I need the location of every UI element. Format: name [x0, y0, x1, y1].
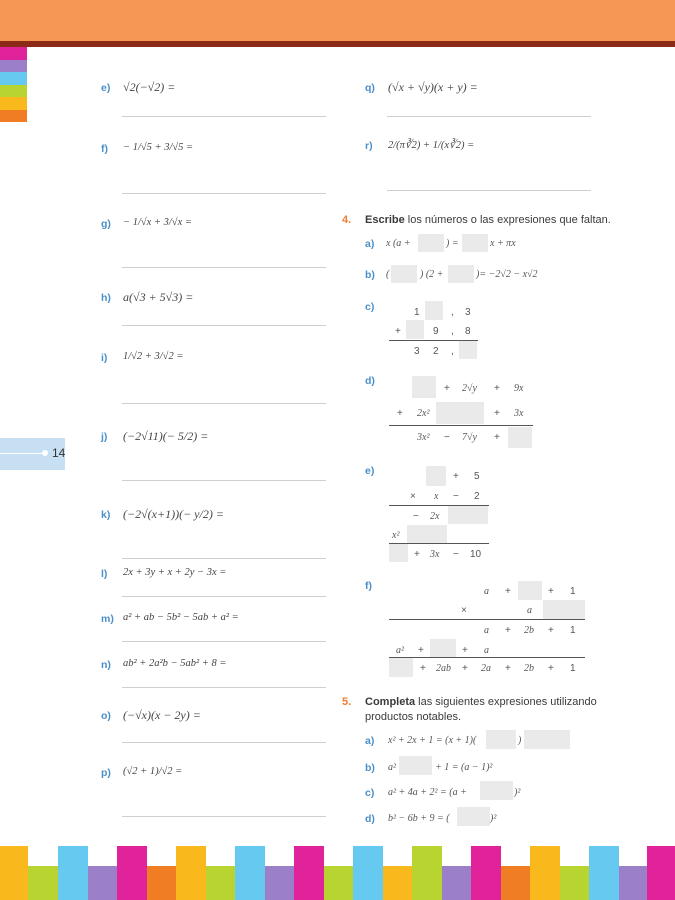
item-label-4f: f) — [365, 580, 372, 592]
term: a — [527, 605, 532, 616]
item-label-4e: e) — [365, 465, 375, 477]
item-label-k: k) — [101, 509, 111, 521]
item-label-p: p) — [101, 767, 111, 779]
stripe — [88, 866, 117, 900]
operation-line — [389, 425, 533, 426]
stripe — [58, 846, 88, 900]
digit: 2 — [474, 491, 480, 502]
digit: 3 — [414, 346, 420, 357]
term: 2√y — [462, 383, 477, 394]
stripe — [117, 846, 147, 900]
item-label-o: o) — [101, 710, 111, 722]
expression-p: (√2 + 1)/√2 = — [123, 766, 183, 777]
expr-5d-part2: )² — [490, 813, 497, 824]
minus-sign: − — [413, 511, 419, 522]
section-5-number: 5. — [342, 696, 352, 708]
term: 2a — [481, 663, 491, 674]
expr-4a-part1: x (a + — [386, 238, 411, 249]
item-label-4d: d) — [365, 375, 375, 387]
item-label-n: n) — [101, 659, 111, 671]
section-5-text: las siguientes expresiones utilizando — [415, 696, 597, 708]
stripe — [471, 846, 501, 900]
term: 2ab — [436, 663, 451, 674]
digit: 2 — [433, 346, 439, 357]
plus-sign: + — [494, 432, 500, 443]
stripe — [619, 866, 647, 900]
answer-box[interactable] — [448, 265, 474, 283]
term: a — [484, 645, 489, 656]
item-label-q: q) — [365, 82, 375, 94]
answer-box[interactable] — [407, 525, 447, 543]
section-4-instruction — [365, 213, 611, 228]
stripe — [383, 866, 412, 900]
answer-line — [122, 641, 326, 642]
item-label-m: m) — [101, 613, 114, 625]
item-label-5b: b) — [365, 762, 375, 774]
plus-sign: + — [505, 663, 511, 674]
color-tab — [0, 60, 27, 73]
page-number: 14 — [52, 446, 66, 460]
page-number-tab — [0, 438, 65, 470]
plus-sign: + — [494, 383, 500, 394]
expression-j: (−2√11)(− 5/2) = — [123, 429, 209, 443]
answer-line — [122, 596, 326, 597]
plus-sign: + — [462, 645, 468, 656]
expression-f: − 1/√5 + 3/√5 = — [123, 142, 194, 153]
expression-k: (−2√(x+1))(− y/2) = — [123, 507, 224, 521]
comma: , — [451, 307, 454, 318]
answer-box[interactable] — [462, 234, 488, 252]
plus-sign: + — [462, 663, 468, 674]
answer-box[interactable] — [524, 730, 570, 749]
answer-box[interactable] — [508, 427, 532, 448]
plus-sign: + — [444, 383, 450, 394]
item-label-f: f) — [101, 143, 108, 155]
answer-line — [387, 190, 591, 191]
expr-4b-part1: ( — [386, 269, 390, 280]
left-color-tabs — [0, 47, 27, 122]
stripe — [324, 866, 353, 900]
section-5-instruction-line2: productos notables. — [365, 711, 462, 723]
page-header-band — [0, 0, 675, 41]
expression-r: 2/(π∛2) + 1/(x∛2) = — [388, 140, 475, 151]
stripe — [265, 866, 294, 900]
item-label-r: r) — [365, 140, 373, 152]
digit: 5 — [474, 471, 480, 482]
stripe — [147, 866, 176, 900]
item-label-e: e) — [101, 82, 111, 94]
page-tab-line — [0, 453, 44, 454]
digit: 1 — [570, 625, 576, 636]
answer-line — [122, 558, 326, 559]
digit: 1 — [570, 663, 576, 674]
item-label-4b: b) — [365, 269, 375, 281]
color-tab — [0, 110, 27, 123]
section-5-instruction — [365, 695, 597, 710]
answer-box[interactable] — [457, 807, 490, 826]
expression-m: a² + ab − 5b² − 5ab + a² = — [123, 612, 239, 623]
answer-line — [387, 116, 591, 117]
answer-line — [122, 816, 326, 817]
operation-line — [389, 619, 585, 620]
color-tab — [0, 85, 27, 98]
item-label-4a: a) — [365, 238, 375, 250]
stripe — [0, 846, 28, 900]
comma: , — [451, 346, 454, 357]
expr-5a-part1: x² + 2x + 1 = (x + 1)( — [388, 735, 477, 746]
stripe — [501, 866, 530, 900]
item-label-5a: a) — [365, 735, 375, 747]
answer-line — [122, 742, 326, 743]
item-label-4c: c) — [365, 301, 375, 313]
stripe — [353, 846, 383, 900]
plus-sign: + — [397, 408, 403, 419]
item-label-5c: c) — [365, 787, 375, 799]
answer-box[interactable] — [425, 301, 443, 320]
stripe — [589, 846, 619, 900]
stripe — [235, 846, 265, 900]
term: 3x² — [417, 432, 430, 443]
section-5-verb: Completa — [365, 696, 416, 708]
answer-line — [122, 687, 326, 688]
expression-i: 1/√2 + 3/√2 = — [123, 351, 184, 362]
term: x² — [392, 530, 400, 541]
expression-o: (−√x)(x − 2y) = — [123, 708, 201, 722]
color-tab — [0, 97, 27, 110]
plus-sign: + — [505, 625, 511, 636]
term: 2b — [524, 625, 534, 636]
expr-5d-part1: b² − 6b + 9 = ( — [388, 813, 450, 824]
stripe — [176, 846, 206, 900]
expr-4b-part3: )= −2√2 − x√2 — [476, 269, 538, 280]
expr-4b-part2: ) (2 + — [420, 269, 444, 280]
term: a — [484, 586, 489, 597]
answer-box[interactable] — [480, 781, 513, 800]
plus-sign: + — [494, 408, 500, 419]
stripe — [647, 846, 675, 900]
digit: 9 — [433, 326, 439, 337]
answer-box[interactable] — [448, 506, 488, 524]
comma: , — [451, 326, 454, 337]
stripe — [294, 846, 324, 900]
section-4-verb: Escribe — [365, 214, 405, 226]
answer-box[interactable] — [389, 658, 413, 677]
plus-sign: + — [395, 326, 401, 337]
expr-5a-part2: ) — [518, 735, 522, 746]
plus-sign: + — [414, 549, 420, 560]
item-label-l: l) — [101, 568, 108, 580]
answer-box[interactable] — [430, 639, 456, 657]
times-sign: × — [410, 491, 416, 502]
term: 9x — [514, 383, 524, 394]
answer-line — [122, 325, 326, 326]
minus-sign: − — [444, 432, 450, 443]
plus-sign: + — [420, 663, 426, 674]
item-label-5d: d) — [365, 813, 375, 825]
plus-sign: + — [548, 663, 554, 674]
answer-box[interactable] — [389, 544, 408, 562]
answer-box[interactable] — [426, 466, 446, 486]
expression-h: a(√3 + 5√3) = — [123, 290, 194, 304]
stripe — [560, 866, 589, 900]
section-4-number: 4. — [342, 214, 352, 226]
answer-box[interactable] — [486, 730, 516, 749]
term: 2x — [430, 511, 440, 522]
answer-box[interactable] — [543, 600, 585, 619]
section-4-text: los números o las expresiones que faltan. — [404, 214, 611, 226]
plus-sign: + — [548, 586, 554, 597]
term: a² — [396, 645, 404, 656]
answer-line — [122, 267, 326, 268]
digit: 8 — [465, 326, 471, 337]
answer-box[interactable] — [399, 756, 432, 775]
stripe — [442, 866, 471, 900]
answer-box[interactable] — [518, 581, 542, 600]
answer-line — [122, 403, 326, 404]
plus-sign: + — [453, 471, 459, 482]
digit: 10 — [470, 549, 482, 560]
expr-4a-part2: ) = — [446, 238, 459, 249]
term: x — [434, 491, 439, 502]
operation-line — [389, 657, 585, 658]
page-header-line — [0, 41, 675, 47]
item-label-i: i) — [101, 352, 108, 364]
term: 3x — [430, 549, 440, 560]
digit: 1 — [570, 586, 576, 597]
minus-sign: − — [453, 549, 459, 560]
stripe — [28, 866, 58, 900]
expr-5c-part2: )² — [514, 787, 521, 798]
expression-l: 2x + 3y + x + 2y − 3x = — [123, 567, 227, 578]
expr-5b-part1: a² — [388, 762, 396, 773]
digit: 1 — [414, 307, 420, 318]
plus-sign: + — [418, 645, 424, 656]
plus-sign: + — [505, 586, 511, 597]
expr-4a-part3: x + πx — [490, 238, 516, 249]
term: 7√y — [462, 432, 477, 443]
item-label-j: j) — [101, 431, 108, 443]
answer-box[interactable] — [459, 341, 477, 359]
answer-box[interactable] — [412, 376, 436, 398]
bottom-color-stripes — [0, 846, 675, 900]
answer-box[interactable] — [418, 234, 444, 252]
answer-line — [122, 116, 326, 117]
plus-sign: + — [548, 625, 554, 636]
page-tab-dot — [42, 450, 48, 456]
term: 2b — [524, 663, 534, 674]
color-tab — [0, 72, 27, 85]
times-sign: × — [461, 605, 467, 616]
term: 2x² — [417, 408, 430, 419]
item-label-g: g) — [101, 218, 111, 230]
expression-n: ab² + 2a²b − 5ab² + 8 = — [123, 658, 227, 669]
minus-sign: − — [453, 491, 459, 502]
item-label-h: h) — [101, 292, 111, 304]
answer-box[interactable] — [406, 320, 424, 339]
stripe — [206, 866, 235, 900]
answer-line — [122, 480, 326, 481]
term: 3x — [514, 408, 524, 419]
stripe — [530, 846, 560, 900]
color-tab — [0, 47, 27, 60]
answer-box[interactable] — [391, 265, 417, 283]
expression-q: (√x + √y)(x + y) = — [388, 80, 478, 94]
expr-5c-part1: a² + 4a + 2² = (a + — [388, 787, 467, 798]
answer-box[interactable] — [436, 402, 484, 424]
digit: 3 — [465, 307, 471, 318]
answer-line — [122, 193, 326, 194]
term: a — [484, 625, 489, 636]
expression-e: √2(−√2) = — [123, 80, 176, 94]
expr-5b-part2: + 1 = (a − 1)² — [435, 762, 493, 773]
expression-g: − 1/√x + 3/√x = — [123, 217, 192, 228]
stripe — [412, 846, 442, 900]
